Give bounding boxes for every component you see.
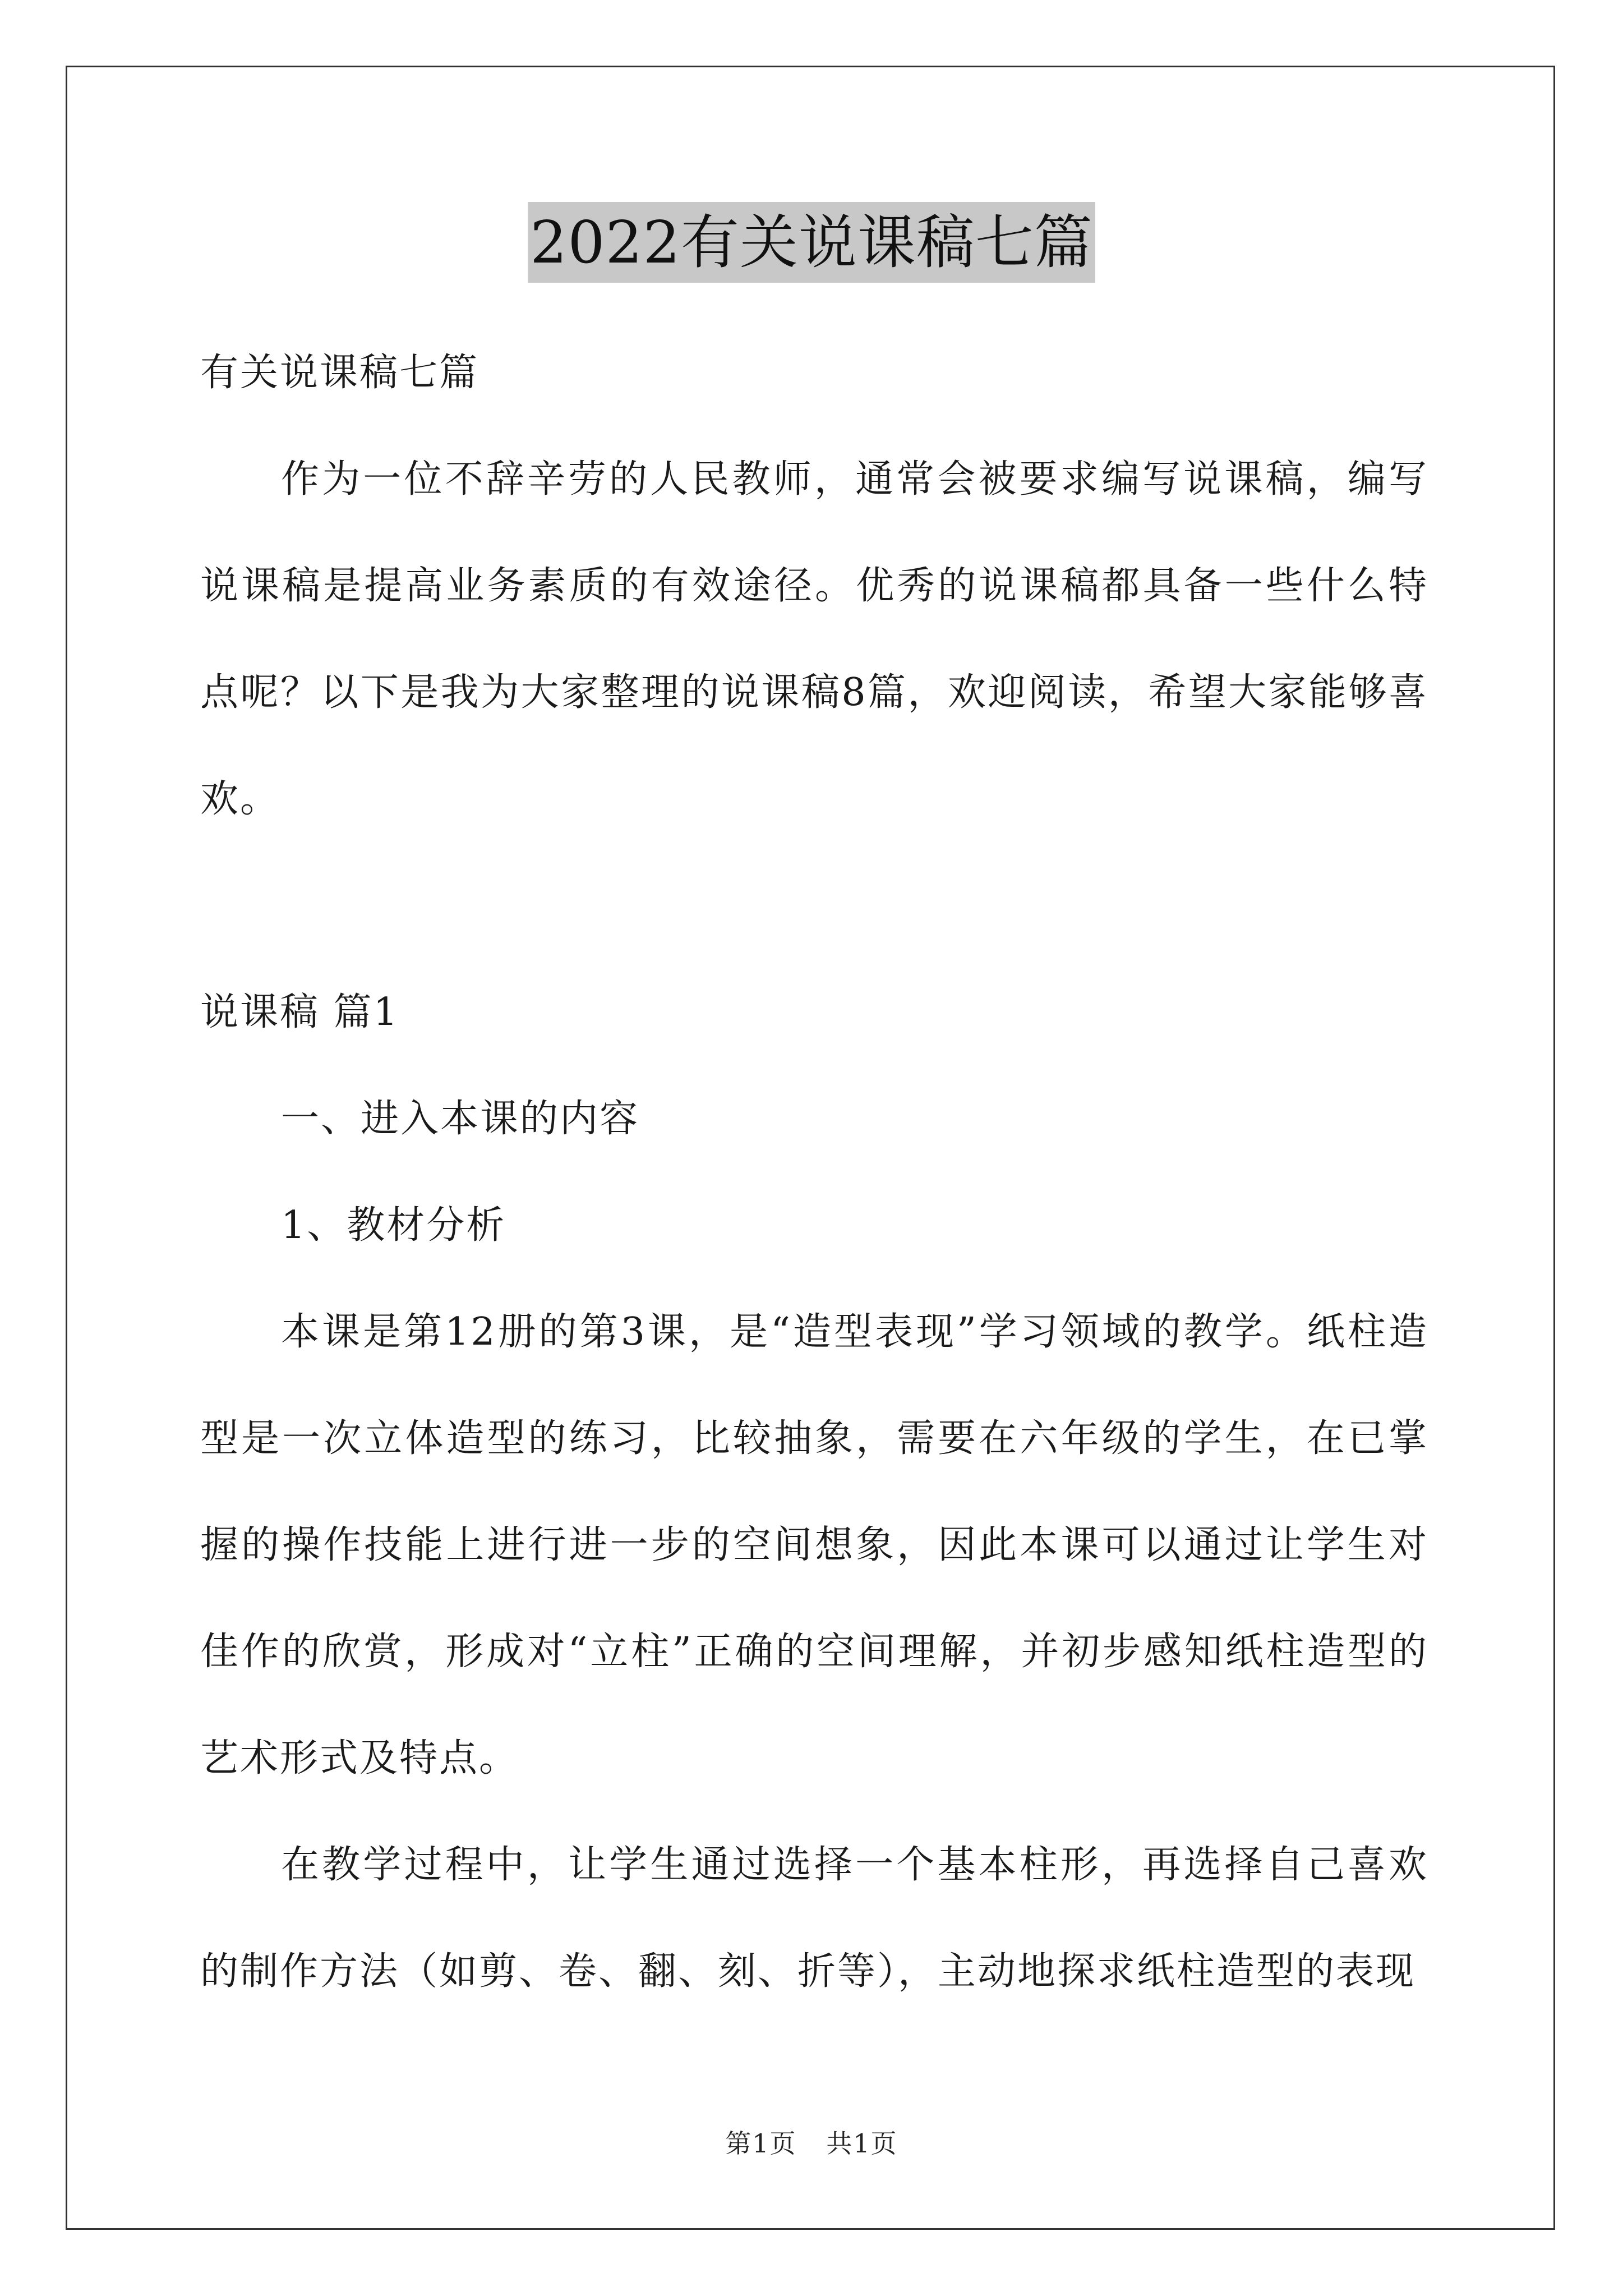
page-total: 共1页 xyxy=(826,2128,898,2159)
subtitle-paragraph: 有关说课稿七篇 xyxy=(200,351,479,395)
section-heading: 说课稿 篇1 xyxy=(200,990,399,1034)
body-paragraph: 本课是第12册的第3课，是“造型表现”学习领域的教学。纸柱造型是一次立体造型的练习，比较抽象，需要在六年级的学生，在已掌握的操作技能上进行进一步的空间想象，因此本课可以通过让学生对佳作的欣赏，形成对“立柱”正确的空间理解，并初步感知纸柱造型的艺术形式及特点。 xyxy=(200,1310,1428,1780)
document-body xyxy=(200,320,1428,2025)
page-number: 第1页 xyxy=(725,2128,797,2159)
intro-paragraph: 作为一位不辞辛劳的人民教师，通常会被要求编写说课稿，编写说课稿是提高业务素质的有效途径。优秀的说课稿都具备一些什么特点呢？以下是我为大家整理的说课稿8篇，欢迎阅读，希望大家能够喜欢。 xyxy=(200,457,1428,821)
item-heading: 1、教材分析 xyxy=(281,1203,506,1248)
subsection-heading: 一、进入本课的内容 xyxy=(281,1097,640,1141)
title-container xyxy=(0,202,1623,283)
page-footer xyxy=(0,2123,1623,2160)
body-paragraph: 在教学过程中，让学生通过选择一个基本柱形，再选择自己喜欢的制作方法（如剪、卷、翻、刻、折等），主动地探求纸柱造型的表现 xyxy=(200,1843,1428,1994)
document-title: 2022有关说课稿七篇 xyxy=(528,202,1095,283)
